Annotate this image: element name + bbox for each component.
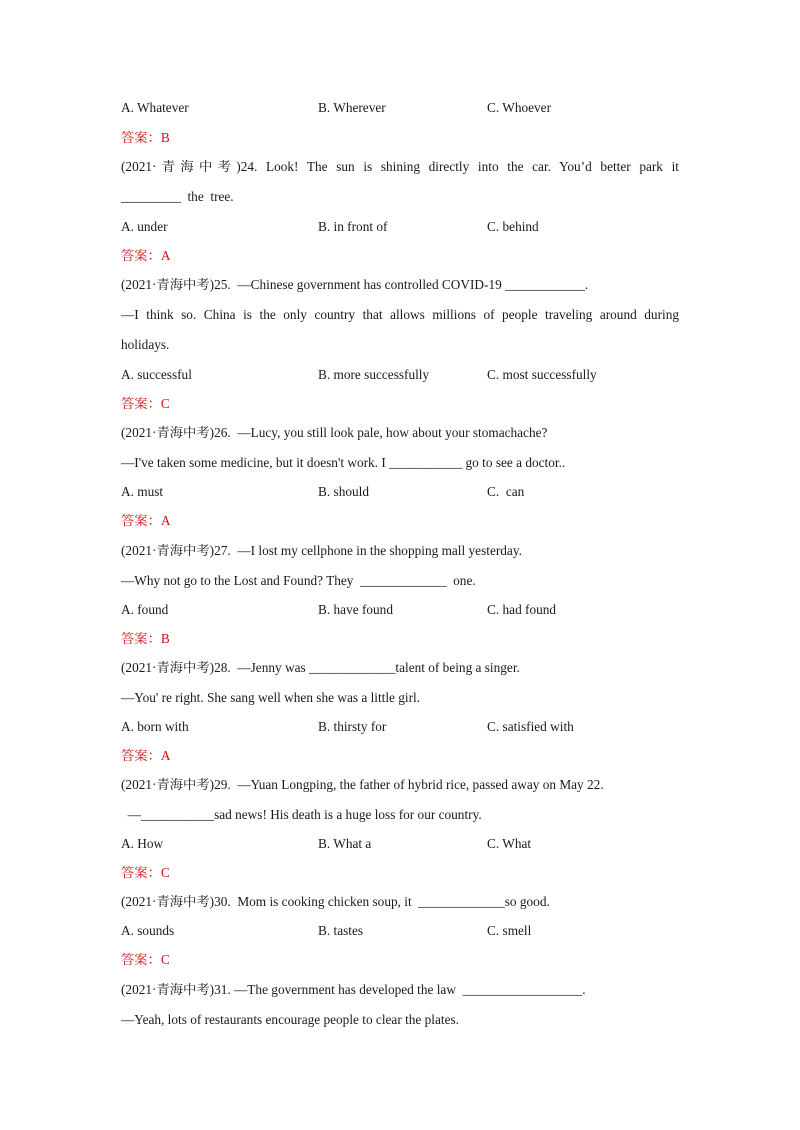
question-line: _________ the tree. bbox=[121, 189, 234, 204]
question-line: (2021·青海中考)29. —Yuan Longping, the father of hybrid rice, passed away on May 22. bbox=[121, 777, 604, 792]
question-line: (2021·青海中考)24. Look! The sun is shining directly into the car. You’d better park it bbox=[121, 159, 679, 174]
option-b: B. thirsty for bbox=[318, 719, 387, 734]
option-a: A. found bbox=[121, 602, 169, 617]
option-c: C. smell bbox=[487, 923, 532, 938]
option-a: A. under bbox=[121, 219, 168, 234]
question-line: —You' re right. She sang well when she was a little girl. bbox=[121, 690, 421, 705]
option-b: B. tastes bbox=[318, 923, 364, 938]
question-line: (2021·青海中考)27. —I lost my cellphone in the shopping mall yesterday. bbox=[121, 543, 522, 558]
answer-line: 答案：B bbox=[121, 631, 170, 646]
option-a: A. successful bbox=[121, 367, 192, 382]
answer-line: 答案：A bbox=[121, 513, 171, 528]
question-line: (2021·青海中考)25. —Chinese government has controlled COVID-19 ____________. bbox=[121, 277, 589, 292]
option-b: B. more successfully bbox=[318, 367, 430, 382]
answer-line: 答案：A bbox=[121, 748, 171, 763]
answer-line: 答案：B bbox=[121, 130, 170, 145]
question-line: (2021·青海中考)28. —Jenny was _____________talent of being a singer. bbox=[121, 660, 520, 675]
option-b: B. should bbox=[318, 484, 369, 499]
option-a: A. Whatever bbox=[121, 100, 189, 115]
option-a: A. born with bbox=[121, 719, 189, 734]
answer-line: 答案：C bbox=[121, 396, 170, 411]
option-c: C. had found bbox=[487, 602, 557, 617]
question-line: (2021·青海中考)31. —The government has developed the law __________________. bbox=[121, 982, 586, 997]
option-b: B. have found bbox=[318, 602, 393, 617]
option-c: C. can bbox=[487, 484, 525, 499]
question-line: —___________sad news! His death is a huge loss for our country. bbox=[121, 807, 482, 822]
option-c: C. behind bbox=[487, 219, 539, 234]
answer-line: 答案：C bbox=[121, 952, 170, 967]
option-c: C. What bbox=[487, 836, 532, 851]
question-line: (2021·青海中考)26. —Lucy, you still look pale, how about your stomachache? bbox=[121, 425, 548, 440]
question-line: (2021·青海中考)30. Mom is cooking chicken soup, it _____________so good. bbox=[121, 894, 550, 909]
answer-line: 答案：C bbox=[121, 865, 170, 880]
question-line: —I've taken some medicine, but it doesn't work. I ___________ go to see a doctor.. bbox=[121, 455, 566, 470]
question-line: —Why not go to the Lost and Found? They _____________ one. bbox=[121, 573, 476, 588]
question-line: holidays. bbox=[121, 337, 170, 352]
option-a: A. sounds bbox=[121, 923, 175, 938]
answer-line: 答案：A bbox=[121, 248, 171, 263]
option-c: C. satisfied with bbox=[487, 719, 574, 734]
option-b: B. in front of bbox=[318, 219, 388, 234]
question-line: —I think so. China is the only country that allows millions of people traveling around during bbox=[121, 307, 679, 322]
question-line: —Yeah, lots of restaurants encourage people to clear the plates. bbox=[121, 1012, 459, 1027]
option-c: C. Whoever bbox=[487, 100, 552, 115]
option-b: B. Wherever bbox=[318, 100, 386, 115]
option-b: B. What a bbox=[318, 836, 372, 851]
option-c: C. most successfully bbox=[487, 367, 597, 382]
option-a: A. How bbox=[121, 836, 164, 851]
option-a: A. must bbox=[121, 484, 164, 499]
